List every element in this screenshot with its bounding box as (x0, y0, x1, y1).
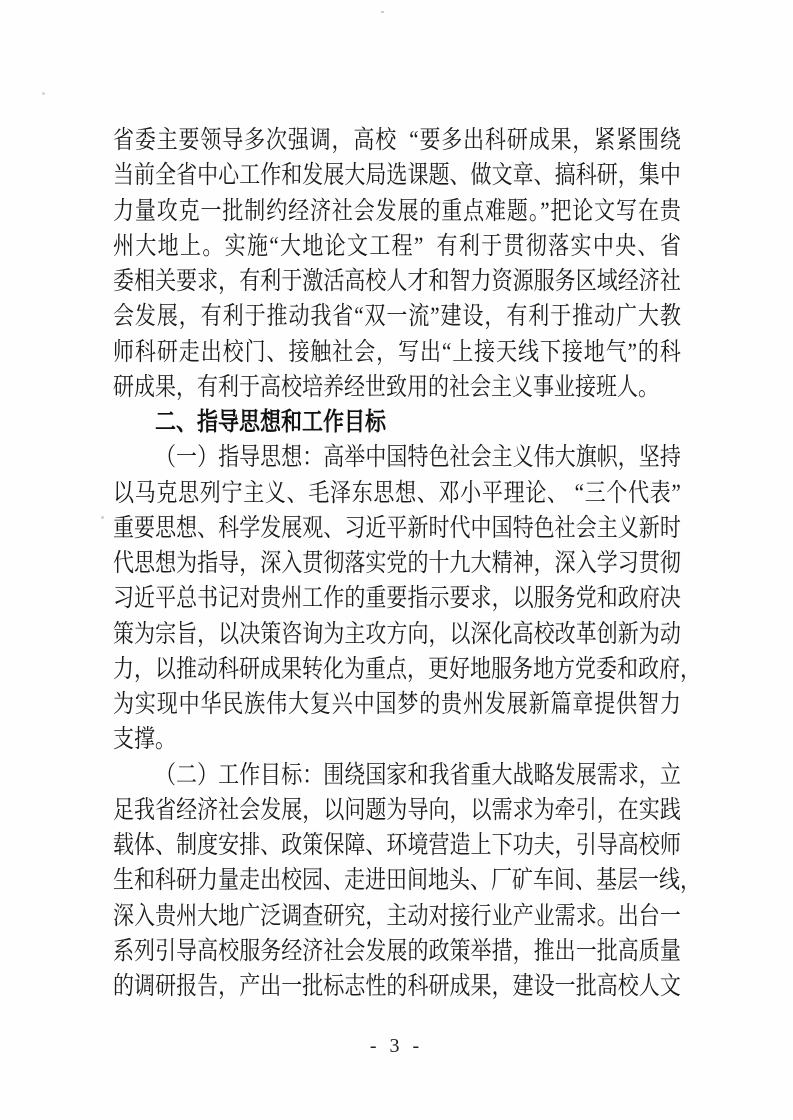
text-line: （一）指导思想：高举中国特色社会主义伟大旗帜，坚持 (155, 444, 681, 472)
text-line: 策为宗旨，以决策咨询为主攻方向，以深化高校改革创新为动 (113, 620, 681, 648)
text-line: 会发展，有利于推动我省“双一流”建设，有利于推动广大教 (113, 303, 681, 331)
text-line: 深入贵州大地广泛调查研究，主动对接行业产业需求。出台一 (113, 902, 681, 930)
text-line: 代思想为指导，深入贯彻落实党的十九大精神，深入学习贯彻 (113, 550, 681, 577)
document-body (113, 123, 793, 1004)
text-line: 力，以推动科研成果转化为重点，更好地服务地方党委和政府， (113, 655, 702, 683)
page-number: - 3 - (369, 1035, 424, 1057)
paragraph-section-heading (113, 405, 793, 440)
text-line: 师科研走出校门、接触社会，写出“上接天线下接地气”的科 (113, 338, 681, 366)
text-line: 委相关要求，有利于激活高校人才和智力资源服务区域经济社 (113, 268, 681, 295)
text-line: 省委主要领导多次强调，高校 “要多出科研成果，紧紧围绕 (113, 127, 681, 154)
text-line: 的调研报告，产出一批标志性的科研成果，建设一批高校人文 (113, 973, 681, 1000)
scan-speck (381, 11, 384, 13)
text-line: 当前全省中心工作和发展大局选课题、做文章、搞科研，集中 (113, 162, 681, 190)
paragraph-intro-continuation (113, 123, 793, 405)
text-line: 州大地上。实施“大地论文工程” 有利于贯彻落实中央、省 (113, 232, 681, 260)
text-line: 系列引导高校服务经济社会发展的政策举措，推出一批高质量 (113, 937, 681, 965)
text-line: 载体、制度安排、政策保障、环境营造上下功夫，引导高校师 (113, 832, 681, 859)
text-line: 力量攻克一批制约经济社会发展的重点难题。”把论文写在贵 (113, 197, 681, 225)
paragraph-work-goals (113, 758, 793, 1005)
text-line: 以马克思列宁主义、毛泽东思想、邓小平理论、 “三个代表” (113, 479, 681, 507)
scan-speck (42, 92, 45, 95)
section-heading: 二、指导思想和工作目标 (155, 408, 387, 436)
text-line: 重要思想、科学发展观、习近平新时代中国特色社会主义新时 (113, 514, 681, 542)
text-line: 生和科研力量走出校园、走进田间地头、厂矿车间、基层一线， (113, 867, 702, 895)
text-line: 研成果，有利于高校培养经世致用的社会主义事业接班人。 (113, 373, 660, 401)
text-line: 支撑。 (113, 726, 177, 754)
text-line: （二）工作目标：围绕国家和我省重大战略发展需求，立 (155, 761, 681, 789)
text-line: 习近平总书记对贵州工作的重要指示要求，以服务党和政府决 (113, 585, 681, 613)
paragraph-guiding-ideology (113, 440, 793, 757)
scan-speck (101, 516, 104, 519)
text-line: 为实现中华民族伟大复兴中国梦的贵州发展新篇章提供智力 (113, 691, 681, 718)
text-line: 足我省经济社会发展，以问题为导向，以需求为牵引，在实践 (113, 796, 681, 824)
